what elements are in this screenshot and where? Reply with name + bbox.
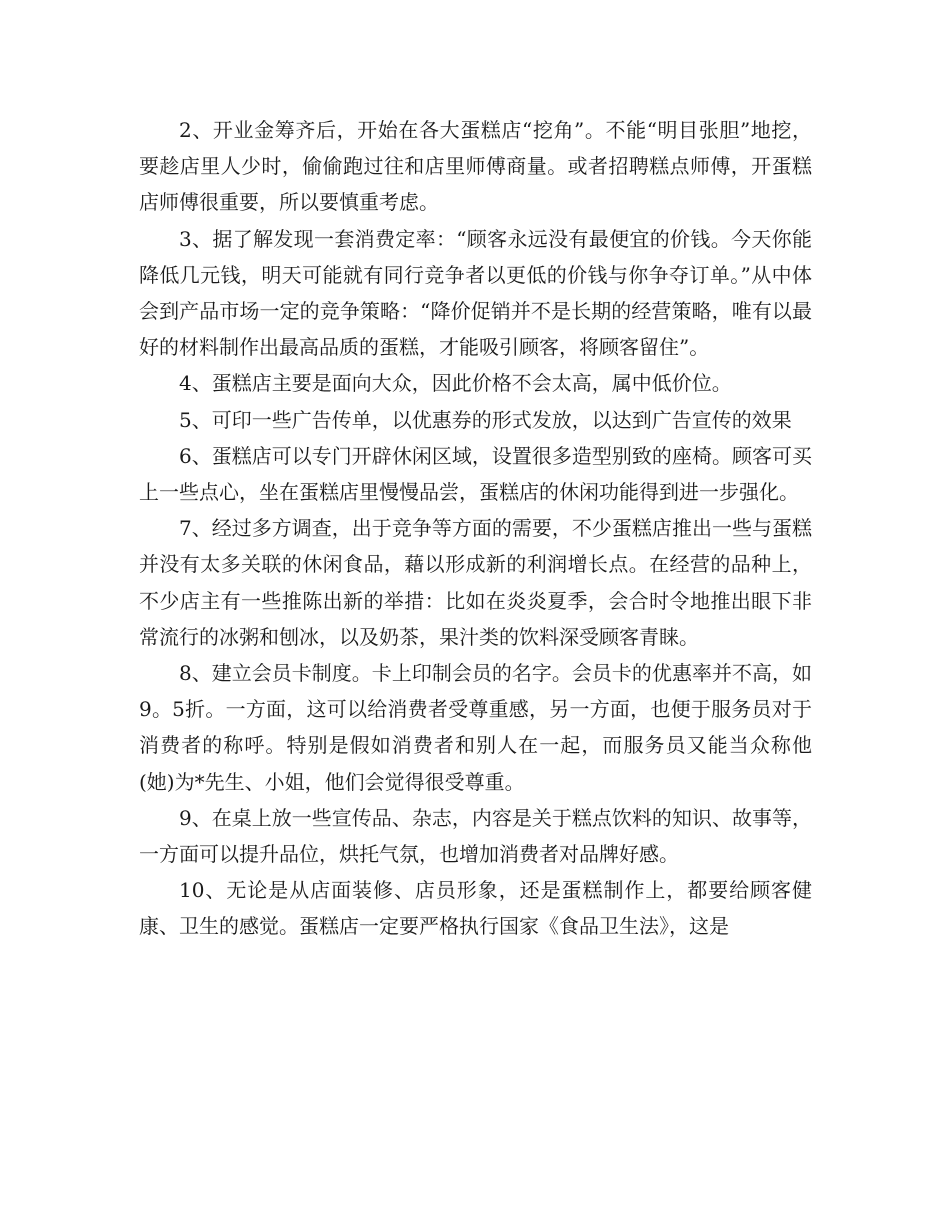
paragraph-4: 4、蛋糕店主要是面向大众，因此价格不会太高，属中低价位。 bbox=[179, 371, 732, 396]
paragraph-5: 5、可印一些广告传单，以优惠券的形式发放，以达到广告宣传的效果 bbox=[179, 407, 792, 432]
paragraph-2: 2、开业金筹齐后，开始在各大蛋糕店“挖角”。不能“明目张胆”地挖，要趁店里人少时，偷偷跑过往和店里师傅商量。或者招聘糕点师傅，开蛋糕店师傅很重要，所以要慎重考虑。 bbox=[139, 118, 812, 215]
document-body bbox=[139, 112, 812, 945]
paragraph-8: 8、建立会员卡制度。卡上印制会员的名字。会员卡的优惠率并不高，如9。5折。一方面，这可以给消费者受尊重感，另一方面，也便于服务员对于消费者的称呼。特别是假如消费者和别人在一起，而服务员又能当众称他(她)为*先生、小姐，他们会觉得很受尊重。 bbox=[139, 661, 812, 794]
paragraph-7: 7、经过多方调查，出于竞争等方面的需要，不少蛋糕店推出一些与蛋糕并没有太多关联的休闲食品，藉以形成新的利润增长点。在经营的品种上，不少店主有一些推陈出新的举措：比如在炎炎夏季，会合时令地推出眼下非常流行的冰粥和刨冰，以及奶茶，果汁类的饮料深受顾客青睐。 bbox=[139, 516, 812, 649]
paragraph-6: 6、蛋糕店可以专门开辟休闲区域，设置很多造型别致的座椅。顾客可买上一些点心，坐在蛋糕店里慢慢品尝，蛋糕店的休闲功能得到进一步强化。 bbox=[139, 443, 812, 505]
paragraph-3: 3、据了解发现一套消费定率：“顾客永远没有最便宜的价钱。今天你能降低几元钱，明天可能就有同行竞争者以更低的价钱与你争夺订单。”从中体会到产品市场一定的竞争策略：“降价促销并不是长期的经营策略，唯有以最好的材料制作出最高品质的蛋糕，才能吸引顾客，将顾客留住”。 bbox=[139, 226, 812, 360]
paragraph-9: 9、在桌上放一些宣传品、杂志，内容是关于糕点饮料的知识、故事等，一方面可以提升品位，烘托气氛，也增加消费者对品牌好感。 bbox=[139, 805, 812, 867]
paragraph-10: 10、无论是从店面装修、店员形象，还是蛋糕制作上，都要给顾客健康、卫生的感觉。蛋糕店一定要严格执行国家《食品卫生法》，这是 bbox=[139, 878, 812, 939]
